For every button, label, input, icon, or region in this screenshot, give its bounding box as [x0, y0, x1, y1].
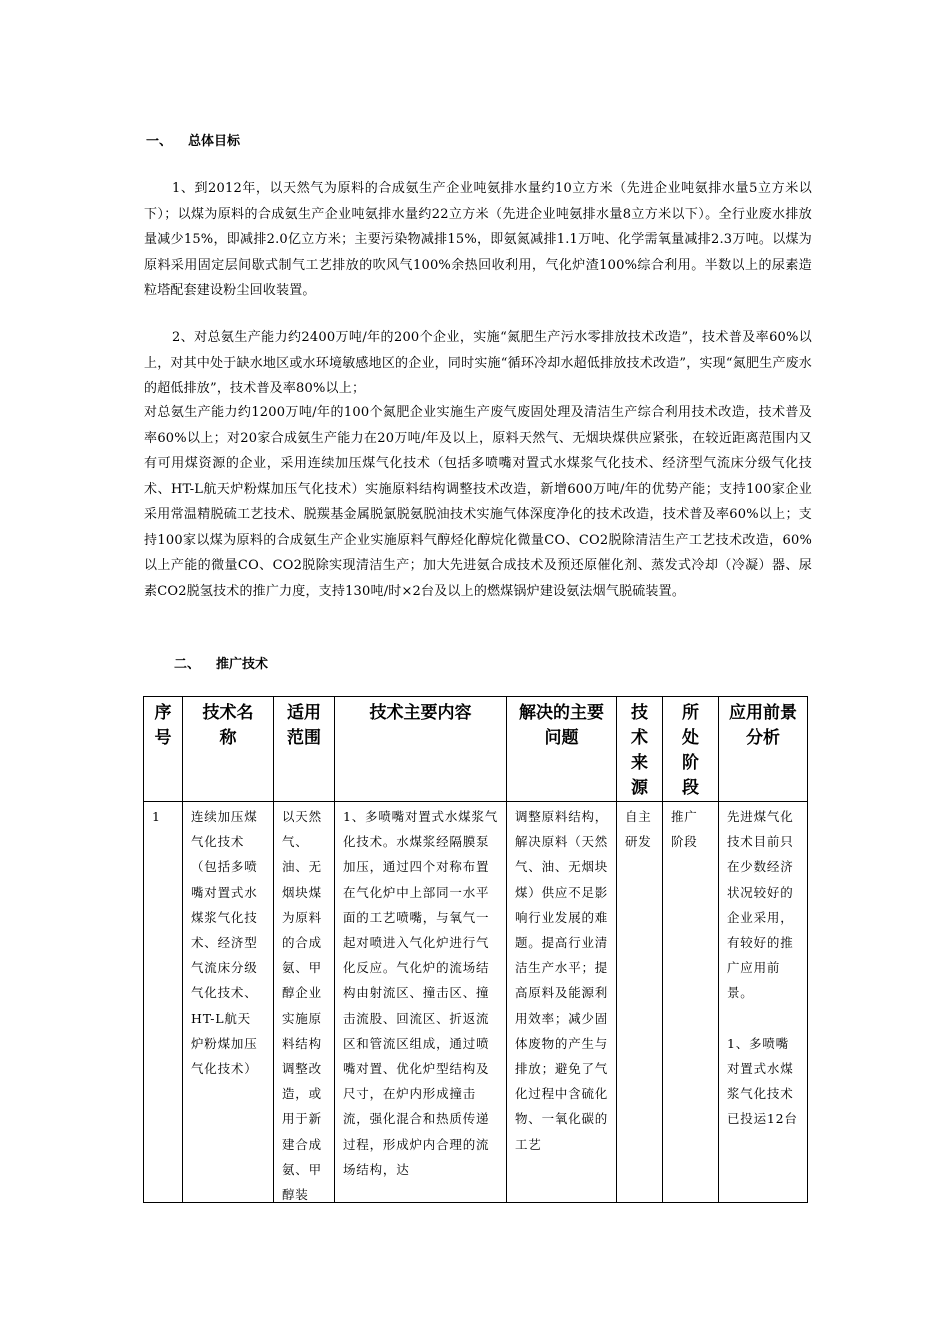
header-outlook: 应用前景分析 [719, 697, 808, 802]
cell-name: 连续加压煤气化技术（包括多喷嘴对置式水煤浆气化技术、经济型气流床分级气化技术、HT-L航天炉粉煤加压气化技术） [183, 802, 274, 1203]
cell-content: 1、多喷嘴对置式水煤浆气化技术。水煤浆经隔膜泵加压，通过四个对称布置在气化炉中上部同一水平面的工艺喷嘴，与氧气一起对喷进入气化炉进行气化反应。气化炉的流场结构由射流区、撞击区、撞击流股、回流区、折返流区和管流区组成，通过喷嘴对置、优化炉型结构及尺寸，在炉内形成撞击流，强化混合和热质传递过程，形成炉内合理的流场结构，达 [335, 802, 507, 1203]
cell-outlook [719, 802, 808, 1203]
cell-problem: 调整原料结构，解决原料（天然气、油、无烟块煤）供应不足影响行业发展的难题。提高行业清洁生产水平；提高原料及能源利用效率；减少固体废物的产生与排放；避免了气化过程中含硫化物、一氧化碳的工艺 [507, 802, 617, 1203]
outlook-summary: 先进煤气化技术目前只在少数经济状况较好的企业采用，有较好的推广应用前景。 [727, 809, 794, 1001]
section-2-number: 二、 [174, 657, 201, 672]
cell-stage: 推广阶段 [663, 802, 719, 1203]
table-header-row [144, 697, 808, 802]
table-row [144, 802, 808, 1203]
cell-index: 1 [144, 802, 183, 1203]
goal-paragraph-3: 对总氨生产能力约1200万吨/年的100个氮肥企业实施生产废气废固处理及清洁生产综合利用技术改造，技术普及率60%以上；对20家合成氨生产能力在20万吨/年及以上，原料天然气、无烟块煤供应紧张，在较近距离范围内又有可用煤资源的企业，采用连续加压煤气化技术（包括多喷嘴对置式水煤浆气化技术、经济型气流床分级气化技术、HT-L航天炉粉煤加压气化技术）实施原料结构调整技术改造，新增600万吨/年的优势产能；支持100家企业采用常温精脱硫工艺技术、脱羰基金属脱氯脱氨脱油技术实施气体深度净化的技术改造，技术普及率60%以上；支持100家以煤为原料的合成氨生产企业实施原料气醇烃化醇烷化微量CO、CO2脱除清洁生产工艺技术改造，60%以上产能的微量CO、CO2脱除实现清洁生产；加大先进氨合成技术及预还原催化剂、蒸发式冷却（冷凝）器、尿素CO2脱氢技术的推广力度，支持130吨/时×2台及以上的燃煤锅炉建设氨法烟气脱硫装置。 [144, 405, 812, 599]
header-index: 序号 [144, 697, 183, 802]
cell-scope: 以天然气、油、无烟块煤为原料的合成氨、甲醇企业实施原料结构调整改造，或用于新建合成氨、甲醇装 [274, 802, 335, 1203]
header-source: 技术来源 [617, 697, 663, 802]
header-stage: 所处阶段 [663, 697, 719, 802]
header-content: 技术主要内容 [335, 697, 507, 802]
section-2-heading [174, 653, 268, 672]
goal-paragraph-2: 2、对总氨生产能力约2400万吨/年的200个企业，实施“氮肥生产污水零排放技术改造”，技术普及率60%以上，对其中处于缺水地区或水环境敏感地区的企业，同时实施“循环冷却水超低排放技术改造”，实现“氮肥生产废水的超低排放”，技术普及率80%以上； [144, 330, 812, 396]
section-1-number: 一、 [146, 134, 173, 149]
technology-table [143, 696, 808, 1203]
goal-paragraph-1: 1、到2012年，以天然气为原料的合成氨生产企业吨氨排水量约10立方米（先进企业吨氨排水量5立方米以下）；以煤为原料的合成氨生产企业吨氨排水量约22立方米（先进企业吨氨排水量8立方米以下）。全行业废水排放量减少15%，即减排2.0亿立方米；主要污染物减排15%，即氨氮减排1.1万吨、化学需氧量减排2.3万吨。以煤为原料采用固定层间歇式制气工艺排放的吹风气100%余热回收利用，气化炉渣100%综合利用。半数以上的尿素造粒塔配套建设粉尘回收装置。 [144, 181, 812, 298]
outlook-detail: 1、多喷嘴对置式水煤浆气化技术已投运12台 [727, 1035, 798, 1127]
header-scope: 适用范围 [274, 697, 335, 802]
section-1-heading [146, 130, 240, 149]
cell-source: 自主研发 [617, 802, 663, 1203]
header-problem: 解决的主要问题 [507, 697, 617, 802]
section-1-title: 总体目标 [188, 134, 241, 149]
section-2-title: 推广技术 [216, 657, 269, 672]
header-name: 技术名称 [183, 697, 274, 802]
